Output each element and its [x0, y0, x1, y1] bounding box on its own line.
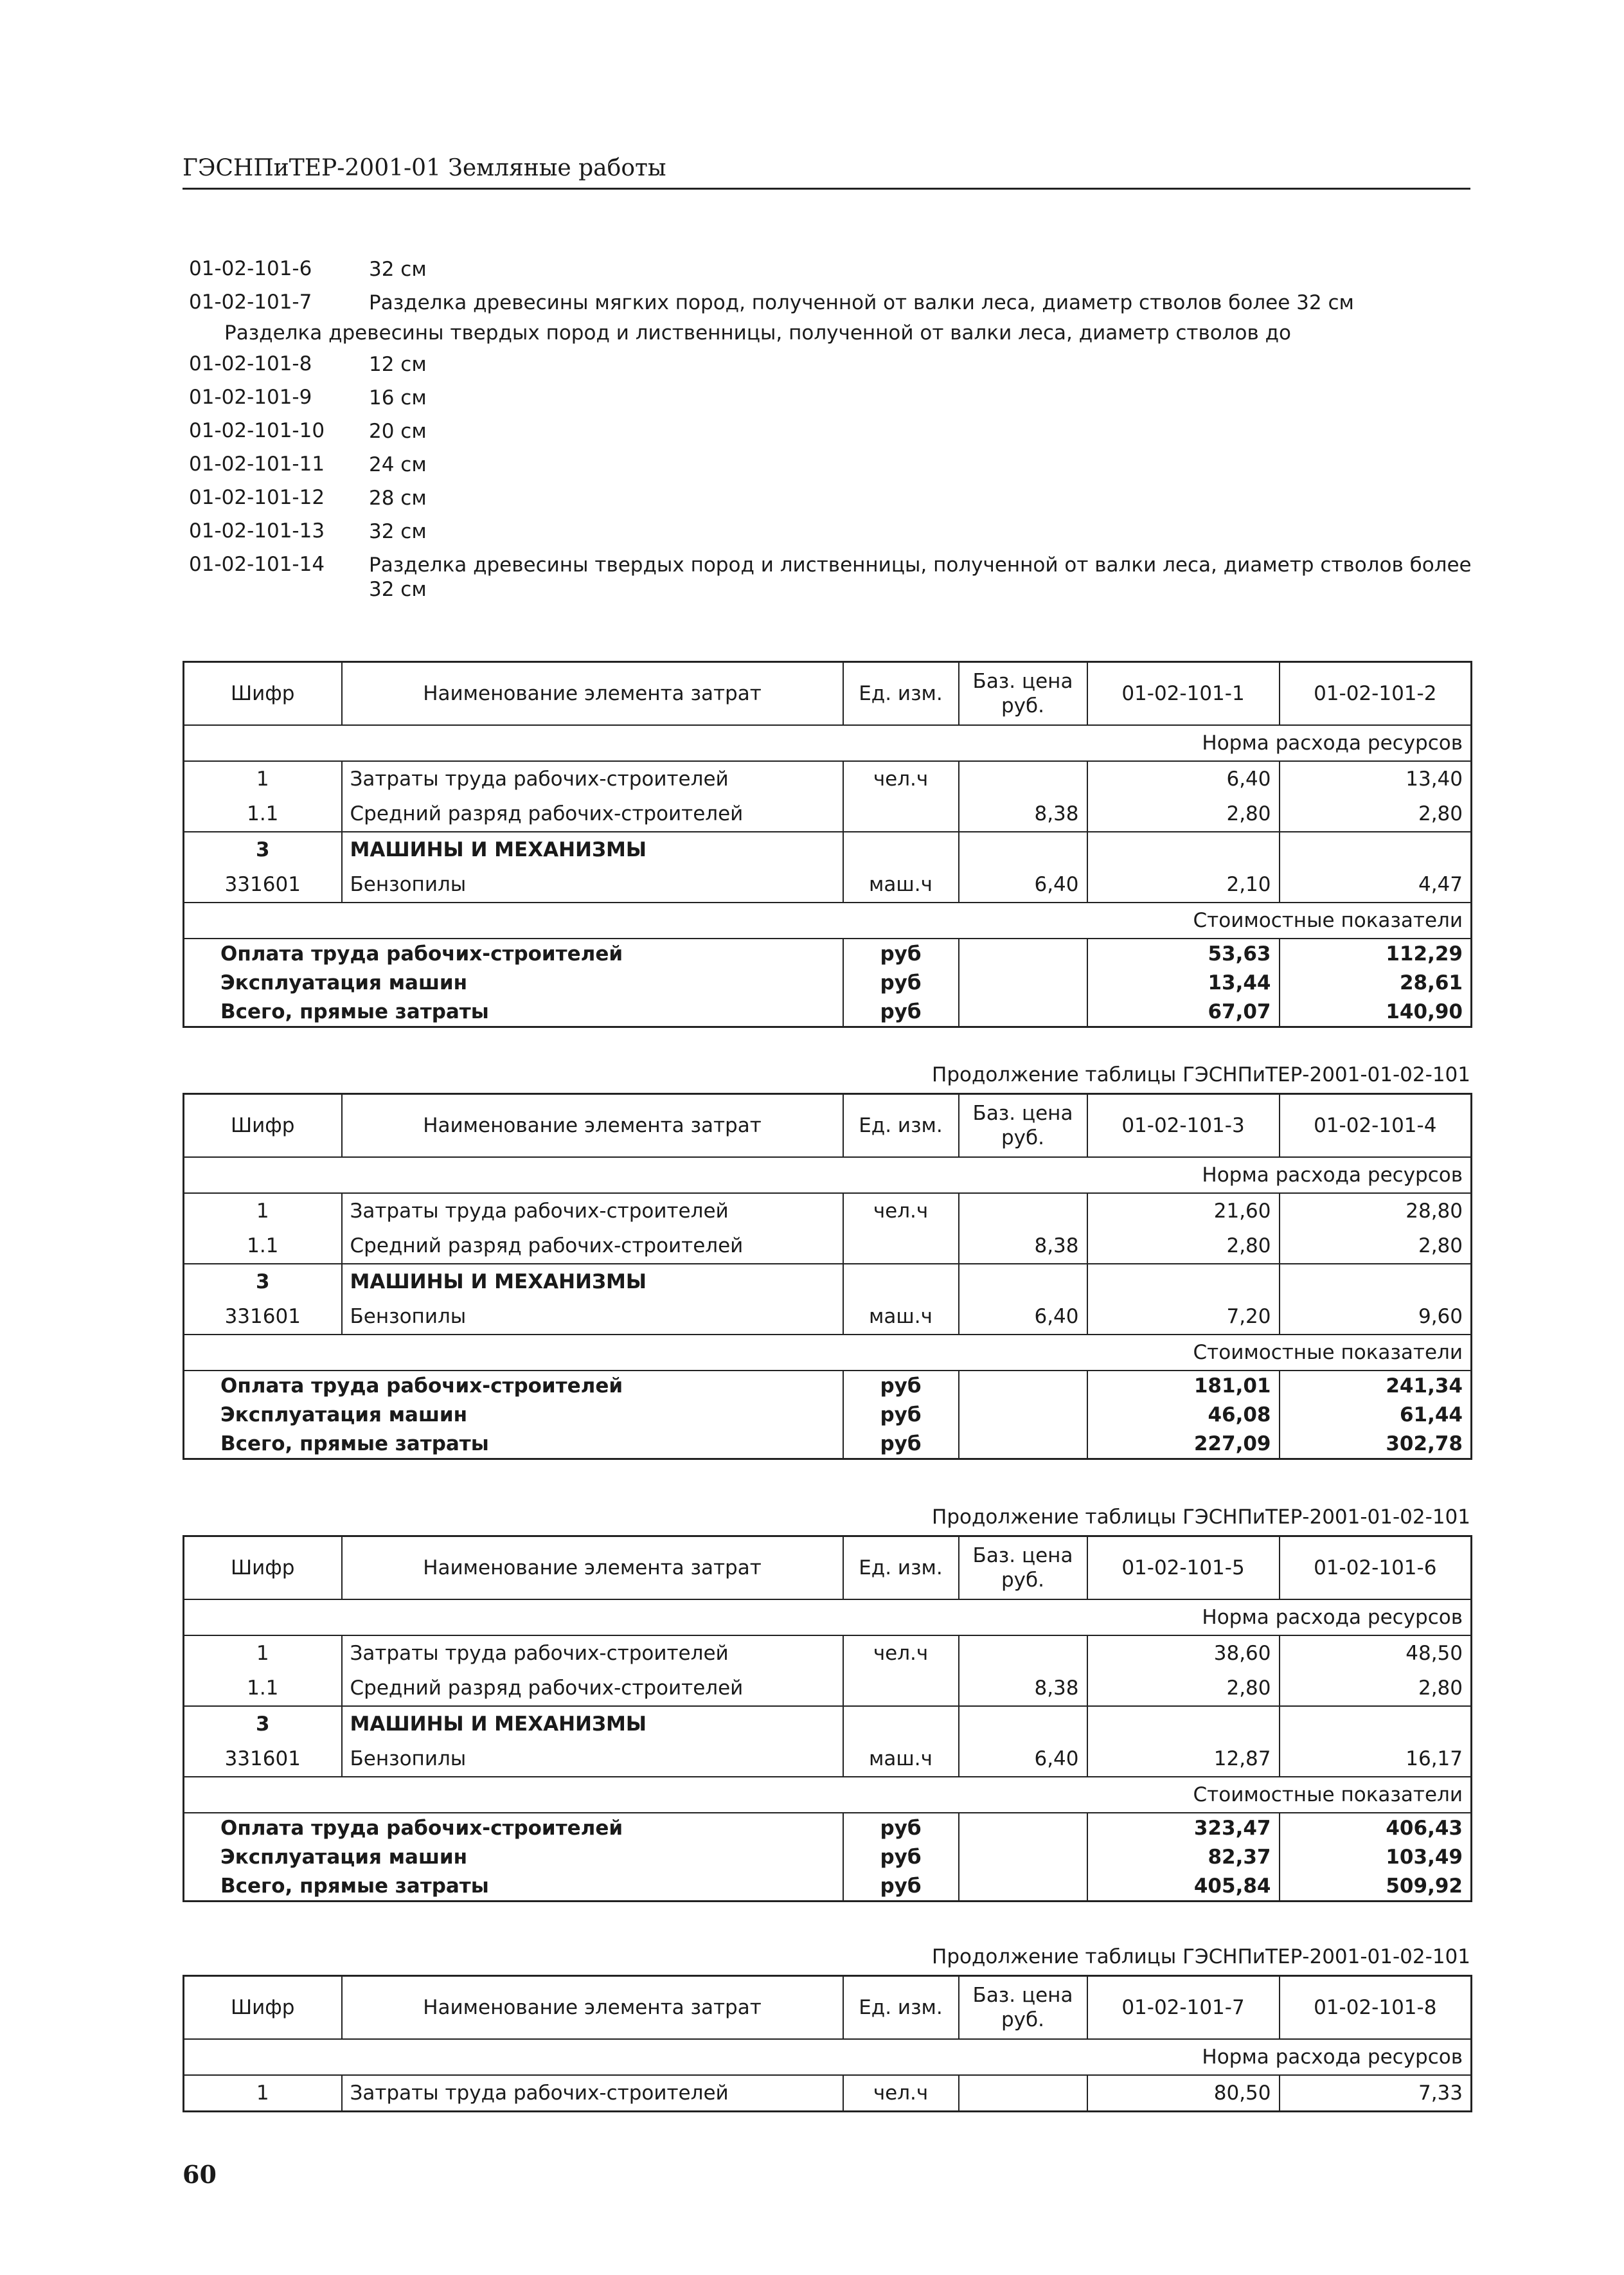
resource-price — [959, 1264, 1087, 1299]
col-header-unit: Ед. изм. — [843, 662, 959, 726]
resource-unit: чел.ч — [843, 1193, 959, 1228]
resource-name: Затраты труда рабочих-строителей — [342, 761, 843, 796]
resource-name: Затраты труда рабочих-строителей — [342, 1635, 843, 1671]
resource-value-2 — [1280, 1706, 1472, 1741]
item-code: 01-02-101-6 — [189, 257, 312, 280]
cost-row — [184, 1813, 1472, 1842]
item-code: 01-02-101-12 — [189, 486, 325, 509]
item-code: 01-02-101-13 — [189, 519, 325, 543]
cost-band-row — [184, 903, 1472, 939]
item-code: 01-02-101-8 — [189, 352, 312, 375]
resource-price: 8,38 — [959, 796, 1087, 832]
norm-band-label: Норма расхода ресурсов — [184, 725, 1472, 761]
resource-price — [959, 832, 1087, 867]
resource-unit — [843, 796, 959, 832]
cost-row — [184, 1371, 1472, 1400]
col-header-code-2: 01-02-101-6 — [1280, 1536, 1472, 1600]
col-header-code-2: 01-02-101-8 — [1280, 1976, 1472, 2040]
table-continuation-caption: Продолжение таблицы ГЭСНПиТЕР-2001-01-02-101 — [932, 1063, 1470, 1086]
cost-name: Всего, прямые затраты — [220, 1000, 489, 1023]
resource-code: 331601 — [224, 1305, 301, 1328]
col-header-code-1: 01-02-101-7 — [1087, 1976, 1280, 2040]
resource-table — [183, 1093, 1472, 1460]
cost-row — [184, 997, 1472, 1027]
cost-unit: руб — [843, 1842, 959, 1871]
resource-row — [184, 796, 1472, 832]
table-header-row — [184, 1536, 1472, 1600]
resource-unit — [843, 1228, 959, 1264]
col-header-code-2: 01-02-101-2 — [1280, 662, 1472, 726]
norm-band-label: Норма расхода ресурсов — [184, 2039, 1472, 2075]
resource-value-1: 2,10 — [1087, 867, 1280, 903]
norm-band-row — [184, 725, 1472, 761]
cost-band-label: Стоимостные показатели — [184, 903, 1472, 939]
resource-code: 331601 — [224, 873, 301, 896]
resource-name: Бензопилы — [342, 867, 843, 903]
col-header-unit: Ед. изм. — [843, 1094, 959, 1158]
cost-name: Эксплуатация машин — [220, 1845, 468, 1869]
col-header-unit: Ед. изм. — [843, 1976, 959, 2040]
cost-name: Оплата труда рабочих-строителей — [220, 1816, 623, 1840]
resource-value-2: 28,80 — [1280, 1193, 1472, 1228]
col-header-code-1: 01-02-101-5 — [1087, 1536, 1280, 1600]
resource-unit: чел.ч — [843, 761, 959, 796]
item-description: Разделка древесины твердых пород и лиственницы, полученной от валки леса, диаметр стволов более 32 см — [369, 553, 1472, 601]
resource-table — [183, 1975, 1472, 2112]
cost-price — [959, 939, 1087, 968]
table-header-row — [184, 1976, 1472, 2040]
resource-value-2: 4,47 — [1280, 867, 1472, 903]
cost-unit: руб — [843, 939, 959, 968]
resource-unit — [843, 1671, 959, 1706]
resource-code: 1 — [256, 1200, 269, 1223]
cost-price — [959, 1871, 1087, 1902]
item-description: 32 см — [369, 520, 427, 543]
resource-unit — [843, 1264, 959, 1299]
resource-unit — [843, 1706, 959, 1741]
cost-price — [959, 1813, 1087, 1842]
item-code: 01-02-101-11 — [189, 453, 325, 476]
cost-value-1: 13,44 — [1087, 968, 1280, 997]
resource-value-1 — [1087, 1264, 1280, 1299]
cost-unit: руб — [843, 1871, 959, 1902]
resource-value-2: 7,33 — [1280, 2075, 1472, 2112]
norm-band-row — [184, 1599, 1472, 1635]
cost-price — [959, 1371, 1087, 1400]
cost-price — [959, 968, 1087, 997]
resource-price — [959, 761, 1087, 796]
resource-price: 6,40 — [959, 867, 1087, 903]
resource-row — [184, 1635, 1472, 1671]
resource-name: МАШИНЫ И МЕХАНИЗМЫ — [342, 1264, 843, 1299]
item-code: 01-02-101-7 — [189, 291, 312, 314]
resource-code: 1 — [256, 2082, 269, 2105]
resource-unit: чел.ч — [843, 2075, 959, 2112]
resource-value-1 — [1087, 832, 1280, 867]
norm-band-row — [184, 1157, 1472, 1193]
col-header-name: Наименование элемента затрат — [342, 1094, 843, 1158]
cost-unit: руб — [843, 997, 959, 1027]
cost-value-2: 112,29 — [1280, 939, 1472, 968]
resource-name: Бензопилы — [342, 1741, 843, 1777]
resource-code: 1.1 — [184, 1671, 342, 1706]
cost-band-label: Стоимостные показатели — [184, 1335, 1472, 1371]
resource-code: 1 — [256, 1642, 269, 1665]
col-header-name: Наименование элемента затрат — [342, 1536, 843, 1600]
resource-row — [184, 1671, 1472, 1706]
resource-name: Средний разряд рабочих-строителей — [342, 1228, 843, 1264]
item-description: 12 см — [369, 353, 427, 376]
resource-row — [184, 1228, 1472, 1264]
cost-band-label: Стоимостные показатели — [184, 1777, 1472, 1813]
code-group-heading: Разделка древесины твердых пород и лиственницы, полученной от валки леса, диаметр стволов до — [224, 321, 1291, 345]
cost-value-2: 302,78 — [1280, 1429, 1472, 1459]
resource-price — [959, 1635, 1087, 1671]
resource-row — [184, 2075, 1472, 2112]
item-description: 20 см — [369, 420, 427, 443]
item-code: 01-02-101-14 — [189, 553, 325, 576]
resource-name: Средний разряд рабочих-строителей — [342, 1671, 843, 1706]
col-header-price: Баз. цена руб. — [959, 1536, 1087, 1600]
cost-value-2: 103,49 — [1280, 1842, 1472, 1871]
resource-code: 331601 — [224, 1747, 301, 1770]
cost-row — [184, 939, 1472, 968]
table-header-row — [184, 1094, 1472, 1158]
cost-value-1: 181,01 — [1087, 1371, 1280, 1400]
norm-band-row — [184, 2039, 1472, 2075]
table-header-row — [184, 662, 1472, 726]
resource-row — [184, 867, 1472, 903]
cost-unit: руб — [843, 1429, 959, 1459]
resource-unit: маш.ч — [843, 1299, 959, 1335]
resource-name: МАШИНЫ И МЕХАНИЗМЫ — [342, 832, 843, 867]
resource-price — [959, 1193, 1087, 1228]
resource-value-2: 48,50 — [1280, 1635, 1472, 1671]
cost-value-1: 323,47 — [1087, 1813, 1280, 1842]
resource-price: 6,40 — [959, 1741, 1087, 1777]
col-header-code: Шифр — [184, 662, 342, 726]
resource-value-1: 38,60 — [1087, 1635, 1280, 1671]
col-header-code-1: 01-02-101-3 — [1087, 1094, 1280, 1158]
col-header-code: Шифр — [184, 1094, 342, 1158]
resource-name: Бензопилы — [342, 1299, 843, 1335]
resource-value-2: 16,17 — [1280, 1741, 1472, 1777]
cost-band-row — [184, 1777, 1472, 1813]
cost-name: Оплата труда рабочих-строителей — [220, 1374, 623, 1398]
item-code: 01-02-101-10 — [189, 419, 325, 442]
norm-band-label: Норма расхода ресурсов — [184, 1599, 1472, 1635]
cost-value-2: 509,92 — [1280, 1871, 1472, 1902]
resource-value-2: 2,80 — [1280, 1671, 1472, 1706]
resource-code: 1 — [256, 768, 269, 791]
cost-value-1: 82,37 — [1087, 1842, 1280, 1871]
resource-value-1: 21,60 — [1087, 1193, 1280, 1228]
resource-value-2 — [1280, 1264, 1472, 1299]
header-title: ГЭСНПиТЕР-2001-01 Земляные работы — [183, 155, 666, 181]
resource-price — [959, 1706, 1087, 1741]
resource-code: 1.1 — [184, 1228, 342, 1264]
col-header-name: Наименование элемента затрат — [342, 662, 843, 726]
cost-name: Эксплуатация машин — [220, 971, 468, 994]
resource-price — [959, 2075, 1087, 2112]
resource-row — [184, 1264, 1472, 1299]
norm-band-label: Норма расхода ресурсов — [184, 1157, 1472, 1193]
col-header-code: Шифр — [184, 1536, 342, 1600]
item-description: 24 см — [369, 453, 427, 476]
resource-code: 3 — [255, 838, 270, 861]
cost-name: Всего, прямые затраты — [220, 1874, 489, 1898]
resource-row — [184, 761, 1472, 796]
cost-price — [959, 1429, 1087, 1459]
resource-value-1: 6,40 — [1087, 761, 1280, 796]
cost-name: Всего, прямые затраты — [220, 1432, 489, 1455]
cost-price — [959, 997, 1087, 1027]
table-continuation-caption: Продолжение таблицы ГЭСНПиТЕР-2001-01-02-101 — [932, 1506, 1470, 1529]
resource-row — [184, 1706, 1472, 1741]
resource-price: 8,38 — [959, 1671, 1087, 1706]
cost-unit: руб — [843, 968, 959, 997]
resource-row — [184, 1193, 1472, 1228]
resource-name: МАШИНЫ И МЕХАНИЗМЫ — [342, 1706, 843, 1741]
cost-price — [959, 1400, 1087, 1429]
resource-row — [184, 1299, 1472, 1335]
cost-row — [184, 1871, 1472, 1902]
col-header-code-1: 01-02-101-1 — [1087, 662, 1280, 726]
col-header-code-2: 01-02-101-4 — [1280, 1094, 1472, 1158]
col-header-price: Баз. цена руб. — [959, 662, 1087, 726]
resource-value-1: 80,50 — [1087, 2075, 1280, 2112]
item-description: Разделка древесины мягких пород, полученной от валки леса, диаметр стволов более 32 см — [369, 291, 1354, 314]
cost-row — [184, 1842, 1472, 1871]
resource-unit: маш.ч — [843, 1741, 959, 1777]
cost-value-1: 227,09 — [1087, 1429, 1280, 1459]
cost-row — [184, 1400, 1472, 1429]
resource-value-1: 2,80 — [1087, 1671, 1280, 1706]
resource-value-2: 2,80 — [1280, 1228, 1472, 1264]
resource-unit — [843, 832, 959, 867]
resource-value-1: 2,80 — [1087, 796, 1280, 832]
resource-code: 3 — [255, 1270, 270, 1293]
cost-value-1: 67,07 — [1087, 997, 1280, 1027]
cost-value-2: 406,43 — [1280, 1813, 1472, 1842]
resource-table — [183, 1535, 1472, 1902]
resource-value-1 — [1087, 1706, 1280, 1741]
cost-value-1: 46,08 — [1087, 1400, 1280, 1429]
resource-unit: чел.ч — [843, 1635, 959, 1671]
cost-value-1: 405,84 — [1087, 1871, 1280, 1902]
resource-value-2 — [1280, 832, 1472, 867]
resource-price: 6,40 — [959, 1299, 1087, 1335]
resource-unit: маш.ч — [843, 867, 959, 903]
col-header-price: Баз. цена руб. — [959, 1094, 1087, 1158]
resource-value-2: 9,60 — [1280, 1299, 1472, 1335]
item-description: 16 см — [369, 386, 427, 409]
cost-value-2: 140,90 — [1280, 997, 1472, 1027]
page-number: 60 — [183, 2160, 217, 2189]
item-description: 28 см — [369, 487, 427, 510]
resource-value-1: 12,87 — [1087, 1741, 1280, 1777]
cost-value-2: 61,44 — [1280, 1400, 1472, 1429]
col-header-price: Баз. цена руб. — [959, 1976, 1087, 2040]
item-code: 01-02-101-9 — [189, 386, 312, 409]
col-header-code: Шифр — [184, 1976, 342, 2040]
cost-row — [184, 968, 1472, 997]
cost-price — [959, 1842, 1087, 1871]
cost-value-1: 53,63 — [1087, 939, 1280, 968]
cost-value-2: 28,61 — [1280, 968, 1472, 997]
cost-name: Оплата труда рабочих-строителей — [220, 942, 623, 966]
resource-value-1: 7,20 — [1087, 1299, 1280, 1335]
resource-price: 8,38 — [959, 1228, 1087, 1264]
running-header — [183, 149, 1470, 190]
resource-name: Средний разряд рабочих-строителей — [342, 796, 843, 832]
cost-unit: руб — [843, 1371, 959, 1400]
resource-table — [183, 661, 1472, 1028]
resource-name: Затраты труда рабочих-строителей — [342, 1193, 843, 1228]
col-header-unit: Ед. изм. — [843, 1536, 959, 1600]
resource-value-1: 2,80 — [1087, 1228, 1280, 1264]
resource-code: 3 — [255, 1713, 270, 1736]
cost-name: Эксплуатация машин — [220, 1403, 468, 1426]
cost-row — [184, 1429, 1472, 1459]
table-continuation-caption: Продолжение таблицы ГЭСНПиТЕР-2001-01-02-101 — [932, 1945, 1470, 1968]
col-header-name: Наименование элемента затрат — [342, 1976, 843, 2040]
item-description: 32 см — [369, 258, 427, 281]
cost-band-row — [184, 1335, 1472, 1371]
cost-unit: руб — [843, 1400, 959, 1429]
resource-row — [184, 832, 1472, 867]
resource-value-2: 13,40 — [1280, 761, 1472, 796]
resource-value-2: 2,80 — [1280, 796, 1472, 832]
cost-value-2: 241,34 — [1280, 1371, 1472, 1400]
resource-name: Затраты труда рабочих-строителей — [342, 2075, 843, 2112]
cost-unit: руб — [843, 1813, 959, 1842]
resource-row — [184, 1741, 1472, 1777]
resource-code: 1.1 — [184, 796, 342, 832]
